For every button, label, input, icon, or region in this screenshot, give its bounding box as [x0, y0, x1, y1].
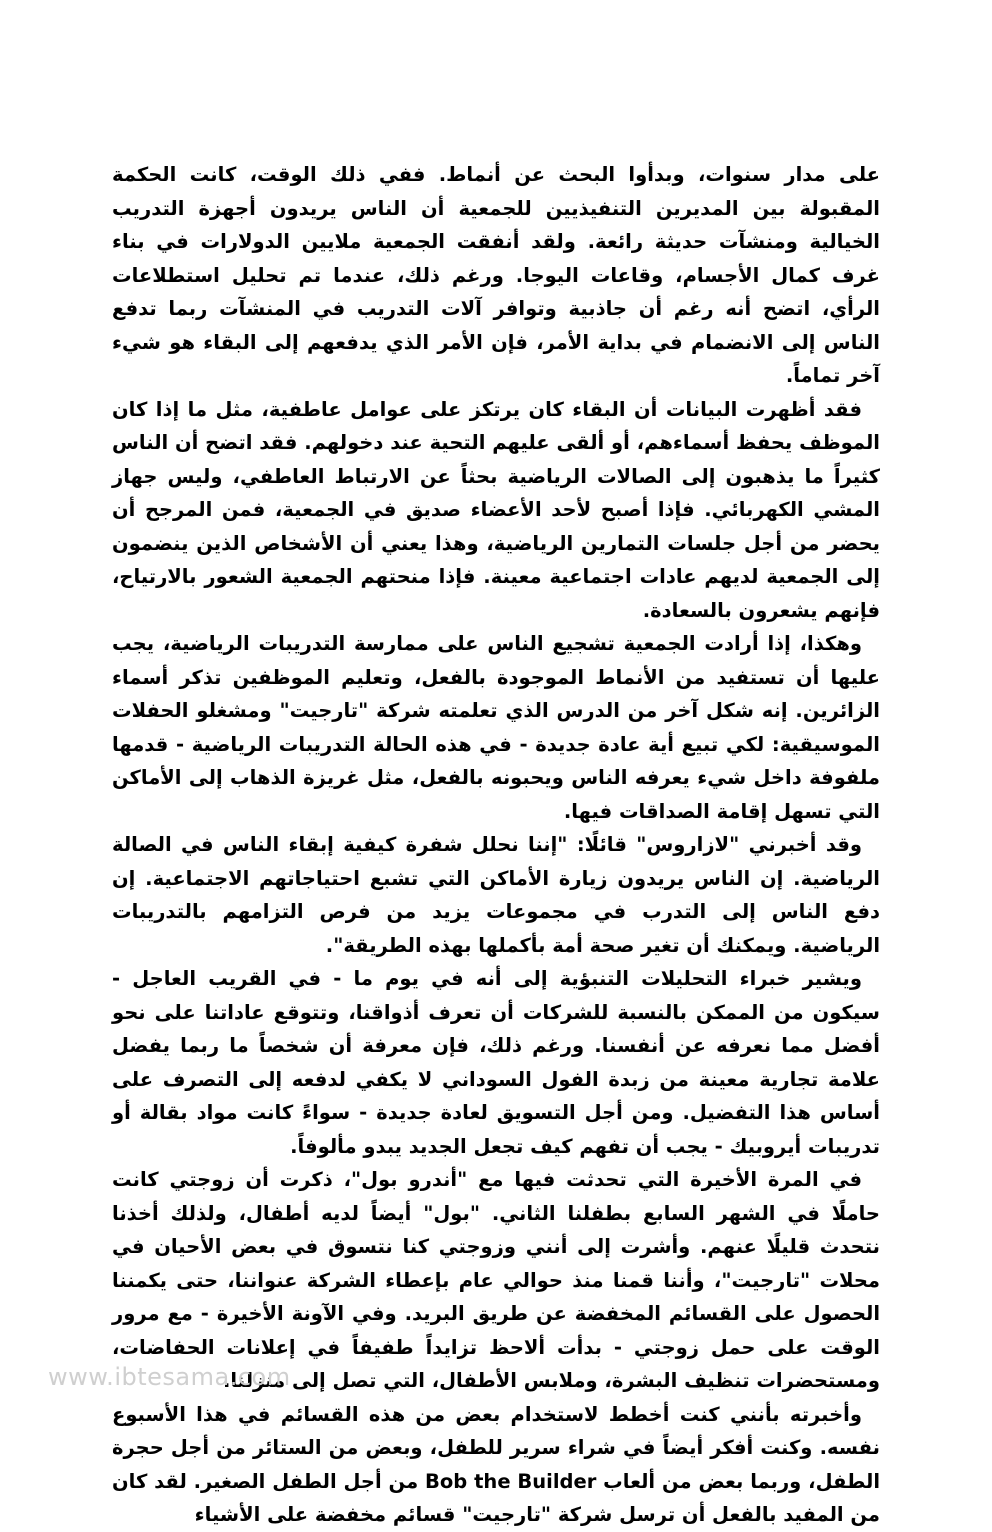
document-page [112, 158, 880, 1532]
paragraph: ويشير خبراء التحليلات التنبؤية إلى أنه في يوم ما - في القريب العاجل - سيكون من الممكن بالنسبة للشركات أن تعرف أذواقنا، وتتوقع عاداتنا على نحو أفضل مما نعرفه عن أنفسنا. ورغم ذلك، فإن معرفة أن شخصاً ما ربما يفضل علامة تجارية معينة من زبدة الفول السوداني لا يكفي لدفعه إلى التصرف على أساس هذا التفضيل. ومن أجل التسويق لعادة جديدة - سواءً كانت مواد بقالة أو تدريبات أيروبيك - يجب أن تفهم كيف تجعل الجديد يبدو مألوفاً. [112, 967, 880, 1158]
paragraph: وأخبرته بأنني كنت أخطط لاستخدام بعض من هذه القسائم في هذا الأسبوع نفسه. وكنت أفكر أيضاً في شراء سرير للطفل، وبعض من الستائر من أجل حجرة الطفل، وربما بعض من ألعاب Bob the Builder من أجل الطفل الصغير. لقد كان من المفيد بالفعل أن ترسل شركة "تارجيت" قسائم مخفضة على الأشياء [112, 1402, 881, 1526]
watermark: www.ibtesama.com [48, 1363, 291, 1391]
paragraph: فقد أظهرت البيانات أن البقاء كان يرتكز على عوامل عاطفية، مثل ما إذا كان الموظف يحفظ أسماءهم، أو ألقى عليهم التحية عند دخولهم. فقد اتضح أن الناس كثيراً ما يذهبون إلى الصالات الرياضية بحثاً عن الارتباط العاطفي، وليس جهاز المشي الكهربائي. فإذا أصبح لأحد الأعضاء صديق في الجمعية، فمن المرجح أن يحضر من أجل جلسات التمارين الرياضية، وهذا يعني أن الأشخاص الذين ينضمون إلى الجمعية لديهم عادات اجتماعية معينة. فإذا منحتهم الجمعية الشعور بالارتياح، فإنهم يشعرون بالسعادة. [112, 397, 880, 622]
paragraph: وقد أخبرني "لازاروس" قائلًا: "إننا نحلل شفرة كيفية إبقاء الناس في الصالة الرياضية. إن الناس يريدون زيارة الأماكن التي تشبع احتياجاتهم الاجتماعية. إن دفع الناس إلى التدرب في مجموعات يزيد من فرص التزامهم بالتدريبات الرياضية. ويمكنك أن تغير صحة أمة بأكملها بهذه الطريقة". [112, 833, 880, 957]
paragraph: على مدار سنوات، وبدأوا البحث عن أنماط. ففي ذلك الوقت، كانت الحكمة المقبولة بين المديرين التنفيذيين للجمعية أن الناس يريدون أجهزة التدريب الخيالية ومنشآت حديثة رائعة. ولقد أنفقت الجمعية ملايين الدولارات في بناء غرف كمال الأجسام، وقاعات اليوجا. ورغم ذلك، عندما تم تحليل استطلاعات الرأي، اتضح أنه رغم أن جاذبية وتوافر آلات التدريب في المنشآت ربما تدفع الناس إلى الانضمام في بداية الأمر، فإن الأمر الذي يدفعهم إلى البقاء هو شيء آخر تماماً. [112, 163, 880, 387]
paragraph: وهكذا، إذا أرادت الجمعية تشجيع الناس على ممارسة التدريبات الرياضية، يجب عليها أن تستفيد من الأنماط الموجودة بالفعل، وتعليم الموظفين تذكر أسماء الزائرين. إنه شكل آخر من الدرس الذي تعلمته شركة "تارجيت" ومشغلو الحفلات الموسيقية: لكي تبيع أية عادة جديدة - في هذه الحالة التدريبات الرياضية - قدمها ملفوفة داخل شيء يعرفه الناس ويحبونه بالفعل، مثل غريزة الذهاب إلى الأماكن التي تسهل إقامة الصداقات فيها. [112, 632, 880, 823]
paragraph: في المرة الأخيرة التي تحدثت فيها مع "أندرو بول"، ذكرت أن زوجتي كانت حاملًا في الشهر السابع بطفلنا الثاني. "بول" أيضاً لديه أطفال، ولذلك أخذنا نتحدث قليلًا عنهم. وأشرت إلى أنني وزوجتي كنا نتسوق في بعض الأحيان في محلات "تارجيت"، وأننا قمنا منذ حوالي عام بإعطاء الشركة عنواننا، حتى يكمننا الحصول على القسائم المخفضة عن طريق البريد. وفي الآونة الأخيرة - مع مرور الوقت على حمل زوجتي - بدأت ألاحظ تزايداً طفيفاً في إعلانات الحفاضات، ومستحضرات تنظيف البشرة، وملابس الأطفال، التي تصل إلى منزلنا. [112, 1168, 880, 1392]
